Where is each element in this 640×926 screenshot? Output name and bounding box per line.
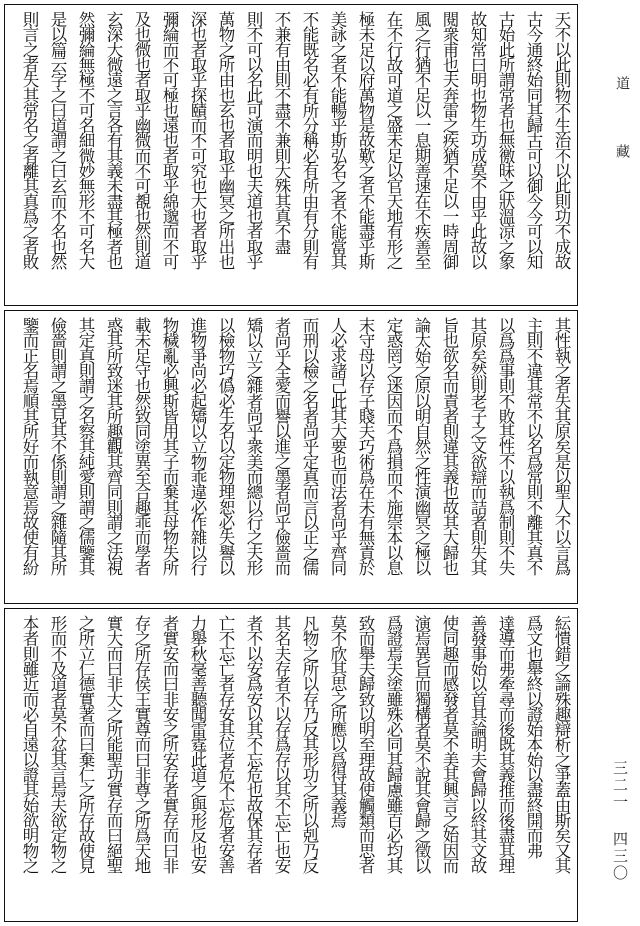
text-column: 凡物之所以存乃反其形功之所以剋乃反 xyxy=(300,615,319,873)
text-column: 鑒而正名焉順其所好而執意焉故使有紛 xyxy=(20,317,39,575)
text-column: 致而舉夫歸致以明至理故使觸類而思者 xyxy=(356,615,375,873)
text-column: 以檢物巧僞必生名以定物理恕必失譽以 xyxy=(216,317,235,575)
text-column: 達導而弗牽尋而後既其義推而後盡其理 xyxy=(496,615,515,873)
text-column: 彌綸而不可極也遠也者取乎綿邈而不可 xyxy=(160,11,179,269)
text-column: 定惑罔之迷因而不爲損而不施崇本以息 xyxy=(384,317,403,575)
text-column: 儉嗇則謂之墨見其不係則謂之雜隨其所 xyxy=(48,317,67,575)
text-column: 存之所存侯王實尊而曰非尊之所爲天地 xyxy=(132,615,151,873)
text-column: 其性執之者失其原矣是以聖人不以言爲 xyxy=(552,317,571,575)
text-column: 風之行猶不足以一息期善速在不疾善至 xyxy=(412,11,431,269)
text-column: 萬物之所由也玄也者取乎幽冥之所出也 xyxy=(216,11,235,269)
text-column: 形而不及道者莫不忿其言焉夫欲定物之 xyxy=(48,615,67,873)
text-column: 以爲爲事則不敗其性不以執爲制則不失 xyxy=(496,317,515,575)
text-column: 極未足以府萬物是故歎之者不能盡乎斯 xyxy=(356,11,375,269)
text-column: 者不以安爲安以其不忘危也故保其存者 xyxy=(244,615,263,873)
text-column: 爲文也舉終以證始本始以盡終開而弗 xyxy=(524,615,543,858)
text-column: 主則不違其常不以名爲常則不離其真不 xyxy=(524,317,543,575)
text-column: 不兼有由則不盡不兼則大殊其真不盡 xyxy=(272,11,291,254)
text-column: 古始此所謂常者也無徼昧之狀溫涼之象 xyxy=(496,11,515,269)
text-column: 進物爭尚必起矯以立物乖違必作雜以行 xyxy=(188,317,207,575)
text-column: 其原矣然則老子之文欲辯而詰者則失其 xyxy=(468,317,487,575)
text-column: 及也微也者取乎幽微而不可覩也然則道 xyxy=(132,11,151,269)
text-column: 故知常曰明也物生功成莫不由乎此故以 xyxy=(468,11,487,269)
text-column: 使同趣而感發者莫不美其興言之始因而 xyxy=(440,615,459,873)
text-column: 則言之者失其常名之者離其真爲之者敗 xyxy=(20,11,39,269)
text-column: 力舉秋毫善聽聞雷霆此道之與形反也安 xyxy=(188,615,207,873)
margin-volume-label: 藏 xyxy=(614,144,630,162)
text-column: 在不行故可道之盛未足以官天地有形之 xyxy=(384,11,403,269)
text-column: 惑其所致迷其所趣觀其齊同則謂之法視 xyxy=(104,317,123,575)
text-column: 其名夫存者不以存爲存以其不忘亡也安 xyxy=(272,615,291,873)
text-column: 而刑以檢之名者尚乎定真而言以正之儒 xyxy=(300,317,319,575)
text-column: 旨也欲名而責者則違其義也故其大歸也 xyxy=(440,317,459,575)
margin-title: 道 xyxy=(614,76,630,94)
text-column: 矯以立之雜者尚乎衆美而總以行之夫形 xyxy=(244,317,263,575)
text-column: 莫不欣其思之所應以爲得其義焉 xyxy=(328,615,347,828)
text-column: 不能既名必有所分稱必有所由有分則有 xyxy=(300,11,319,269)
text-column: 之所立仁德實著而曰棄仁之所存故使見 xyxy=(76,615,95,873)
text-column: 美詠之者不能暢乎斯弘名之者不能當其 xyxy=(328,11,347,269)
text-block-2 xyxy=(4,310,578,604)
text-column: 天不以此則物不生治不以此則功不成故 xyxy=(552,11,571,269)
text-column: 紜憒錯之論殊趣辯析之爭蓋由斯矣又其 xyxy=(552,615,571,873)
text-column: 人必求諸己此其大要也而法者尚乎齊同 xyxy=(328,317,347,575)
text-column: 物穢亂必興斯皆用其子而棄其母物失所 xyxy=(160,317,179,575)
text-column: 亡不忘亡者存安其位者危不忘危者安善 xyxy=(216,615,235,873)
text-column: 論太始之原以明自然之性演幽冥之極以 xyxy=(412,317,431,575)
text-column: 其定真則謂之名察其純愛則謂之儒鑒其 xyxy=(76,317,95,575)
text-column: 者尚乎全愛而譽以進之墨者尚乎儉嗇而 xyxy=(272,317,291,575)
text-column: 古今通終始同其歸古可以御今今可以知 xyxy=(524,11,543,269)
text-column: 閱衆甫也夫奔雷之疾猶不足以一時周御 xyxy=(440,11,459,269)
text-column: 玄深大微遠之言各有其義未盡其極者也 xyxy=(104,11,123,269)
text-column: 爲證焉夫塗雖殊必同其歸慮雖百必均其 xyxy=(384,615,403,873)
text-block-1 xyxy=(4,4,578,306)
text-column: 演焉異旨而獨構者莫不說其會歸之徵以 xyxy=(412,615,431,873)
text-block-3 xyxy=(4,608,578,922)
text-column: 實大而曰非大之所能聖功實存而曰絕聖 xyxy=(104,615,123,873)
text-column: 則不可以名此可演而明也夫道也者取乎 xyxy=(244,11,263,269)
margin-page-number: 三二一 四三〇 xyxy=(611,760,629,882)
text-column: 然彌綸無極不可名細微妙無形不可名大 xyxy=(76,11,95,269)
text-column: 載未足守也然致同塗異至合趣乖而學者 xyxy=(132,317,151,575)
text-column: 深也者取乎探賾而不可究也大也者取乎 xyxy=(188,11,207,269)
text-column: 本者則雖近而必自遠以證其始欲明物之 xyxy=(20,615,39,873)
text-column: 善發事始以首其論明夫會歸以終其文故 xyxy=(468,615,487,873)
text-column: 末守母以存子賤夫巧術爲在未有無責於 xyxy=(356,317,375,575)
text-column: 是以篇云字之曰道謂之曰玄而不名也然 xyxy=(48,11,67,269)
text-column: 者實安而曰非安之所安存者實存而曰非 xyxy=(160,615,179,873)
